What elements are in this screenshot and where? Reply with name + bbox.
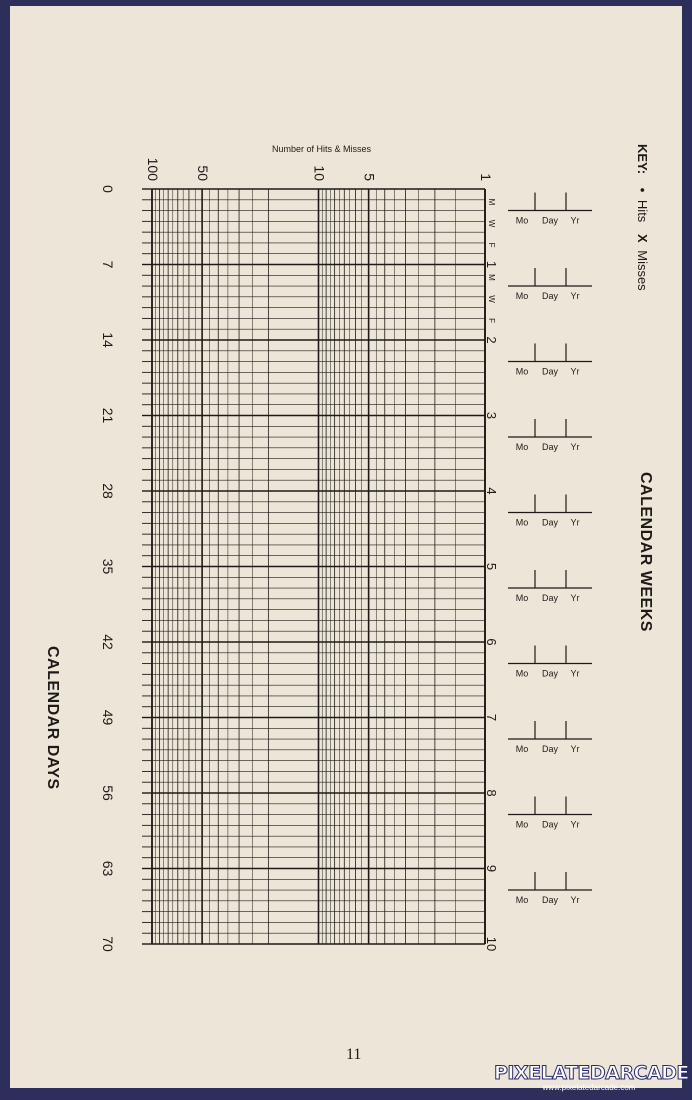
chart-grid bbox=[152, 189, 485, 944]
key-item-hits bbox=[635, 188, 650, 226]
week-tick-label: 4 bbox=[484, 487, 499, 495]
date-field-label: Day bbox=[541, 517, 559, 528]
date-field-label: Mo bbox=[515, 593, 529, 603]
hits-tick-label: 100 bbox=[145, 157, 161, 181]
day-tick-label: 70 bbox=[100, 936, 116, 952]
date-field-label: Mo bbox=[515, 895, 529, 905]
date-field-label: Day bbox=[541, 895, 559, 905]
date-field-label: Yr bbox=[570, 744, 580, 754]
day-tick-label: 63 bbox=[100, 860, 116, 877]
date-field-label: Mo bbox=[515, 215, 529, 226]
hit-dot-icon: • bbox=[635, 187, 650, 193]
week-tick-label: 10 bbox=[484, 936, 499, 952]
day-tick-label: 7 bbox=[100, 260, 116, 269]
week-tick-label: 7 bbox=[484, 713, 499, 722]
date-field-label: Day bbox=[541, 442, 559, 452]
date-field-label: Day bbox=[541, 744, 559, 754]
key-title: KEY: bbox=[635, 144, 650, 175]
date-field-label: Yr bbox=[570, 819, 580, 830]
weekday-label: M bbox=[487, 274, 496, 281]
key-hits-label: Hits bbox=[635, 199, 650, 223]
week-tick-label: 9 bbox=[484, 864, 499, 873]
date-field-label: Day bbox=[541, 668, 559, 679]
date-fields bbox=[508, 193, 592, 906]
date-field-label: Yr bbox=[570, 895, 580, 905]
day-tick-label: 14 bbox=[100, 332, 116, 348]
day-tick-label: 35 bbox=[100, 558, 116, 575]
date-field-label: Day bbox=[541, 366, 559, 377]
manual-page bbox=[10, 6, 689, 1088]
date-field-label: Yr bbox=[570, 517, 580, 528]
weekday-label: F bbox=[487, 242, 496, 248]
key-item-misses bbox=[635, 234, 650, 291]
date-field-label: Yr bbox=[570, 593, 580, 603]
date-field-label: Yr bbox=[570, 215, 580, 226]
weekday-label: F bbox=[487, 318, 496, 324]
hits-tick-label: 5 bbox=[361, 173, 378, 181]
date-field-label: Mo bbox=[515, 366, 529, 377]
weekday-label: W bbox=[487, 219, 496, 228]
date-field-label: Yr bbox=[570, 291, 580, 301]
watermark bbox=[494, 1062, 689, 1092]
chart-key bbox=[635, 144, 650, 299]
week-tick-label: 3 bbox=[484, 411, 499, 420]
hits-tick-label: 1 bbox=[478, 173, 494, 181]
date-field-label: Mo bbox=[515, 744, 529, 754]
date-field-label: Mo bbox=[515, 517, 529, 528]
weekday-label: M bbox=[487, 198, 496, 206]
day-tick-label: 56 bbox=[100, 785, 116, 801]
date-field-label: Yr bbox=[570, 366, 580, 377]
date-field-label: Day bbox=[541, 819, 559, 830]
date-field-label: Mo bbox=[515, 442, 529, 452]
hits-axis bbox=[145, 158, 494, 182]
date-field-label: Day bbox=[541, 215, 559, 226]
weekday-label: W bbox=[487, 295, 496, 303]
day-tick-label: 49 bbox=[100, 709, 116, 726]
calendar-days-label: CALENDAR DAYS bbox=[44, 646, 61, 790]
hits-tick-label: 50 bbox=[195, 165, 212, 181]
day-tick-label: 42 bbox=[100, 634, 116, 650]
week-tick-label: 5 bbox=[484, 562, 499, 571]
date-field-label: Day bbox=[541, 593, 559, 603]
watermark-url: www.pixelatedarcade.com bbox=[542, 1083, 636, 1092]
date-field-label: Mo bbox=[515, 668, 529, 679]
week-tick-label: 1 bbox=[484, 260, 499, 269]
week-tick-label: 8 bbox=[484, 789, 499, 797]
hits-tick-label: 10 bbox=[311, 165, 328, 181]
page-number: 11 bbox=[346, 1046, 362, 1063]
day-tick-label: 28 bbox=[100, 483, 116, 499]
watermark-brand: PIXELATEDARCADE bbox=[494, 1062, 689, 1084]
date-field-label: Yr bbox=[570, 442, 580, 452]
calendar-weeks-label: CALENDAR WEEKS bbox=[637, 472, 654, 632]
date-field-label: Mo bbox=[515, 819, 529, 830]
key-misses-label: Misses bbox=[635, 250, 650, 291]
chart-top-label: Number of Hits & Misses bbox=[272, 144, 372, 154]
progress-chart bbox=[10, 6, 689, 1088]
week-tick-label: 2 bbox=[484, 336, 499, 344]
date-field-label: Mo bbox=[515, 291, 529, 301]
miss-x-icon: X bbox=[635, 233, 650, 243]
day-tick-label: 0 bbox=[100, 185, 116, 193]
date-field-label: Day bbox=[541, 291, 559, 301]
day-tick-label: 21 bbox=[100, 407, 116, 424]
week-tick-label: 6 bbox=[484, 638, 499, 646]
date-field-label: Yr bbox=[570, 668, 580, 679]
